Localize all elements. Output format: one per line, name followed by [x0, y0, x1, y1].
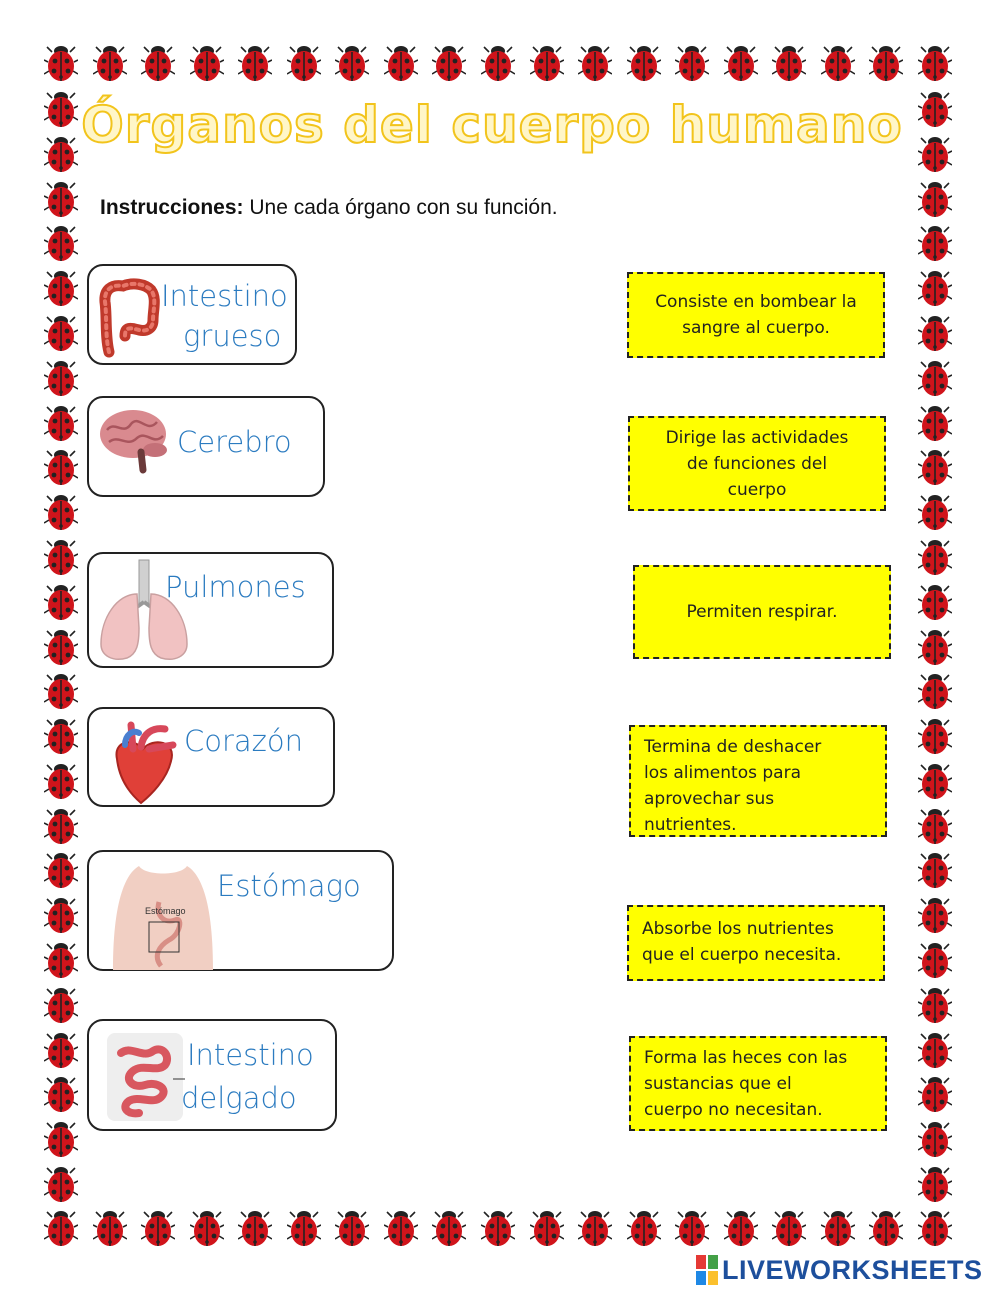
ladybug-icon	[44, 1207, 78, 1247]
ladybug-icon	[918, 626, 952, 666]
organ-card-intestino-delgado[interactable]	[87, 1019, 337, 1131]
ladybug-icon	[44, 536, 78, 576]
ladybug-icon	[918, 805, 952, 845]
ladybug-icon	[335, 1207, 369, 1247]
function-text: Dirige las actividades	[665, 427, 849, 448]
function-text: que el cuerpo necesita.	[642, 945, 842, 965]
organ-label-line1: Pulmones	[165, 570, 306, 604]
stomach-icon	[109, 862, 217, 970]
ladybug-icon	[918, 491, 952, 531]
ladybug-icon	[918, 894, 952, 934]
page-title: Órganos del cuerpo humano	[81, 96, 903, 154]
ladybug-icon	[627, 1207, 661, 1247]
ladybug-icon	[918, 1207, 952, 1247]
ladybug-icon	[675, 42, 709, 82]
function-text: cuerpo no necesitan.	[644, 1100, 823, 1120]
function-text: Forma las heces con las	[644, 1048, 848, 1068]
ladybug-icon	[918, 1029, 952, 1069]
organ-label-line1: Cerebro	[177, 425, 292, 459]
organ-card-pulmones[interactable]	[87, 552, 334, 668]
ladybug-icon	[432, 1207, 466, 1247]
ladybug-icon	[918, 1073, 952, 1113]
ladybug-icon	[918, 984, 952, 1024]
ladybug-icon	[44, 805, 78, 845]
ladybug-icon	[44, 581, 78, 621]
function-box-4[interactable]	[629, 725, 887, 837]
ladybug-icon	[918, 222, 952, 262]
organ-card-estomago[interactable]	[87, 850, 394, 971]
ladybug-icon	[190, 1207, 224, 1247]
brand-name: LIVEWORKSHEETS	[722, 1254, 983, 1285]
ladybug-icon	[44, 402, 78, 442]
ladybug-icon	[44, 312, 78, 352]
ladybug-icon	[918, 88, 952, 128]
function-text: los alimentos para	[644, 763, 801, 783]
function-text: sustancias que el	[644, 1074, 792, 1094]
ladybug-icon	[44, 1073, 78, 1113]
function-box-5[interactable]	[627, 905, 885, 981]
ladybug-icon	[918, 133, 952, 173]
ladybug-icon	[44, 222, 78, 262]
ladybug-icon	[627, 42, 661, 82]
ladybug-icon	[44, 267, 78, 307]
ladybug-icon	[918, 42, 952, 82]
ladybug-icon	[44, 1118, 78, 1158]
organ-label-line1: Estómago	[217, 869, 361, 903]
instructions	[100, 196, 558, 220]
ladybug-icon	[481, 42, 515, 82]
ladybug-icon	[44, 626, 78, 666]
function-text: cuerpo	[727, 479, 787, 500]
organ-card-corazon[interactable]	[87, 707, 335, 807]
ladybug-icon	[918, 178, 952, 218]
ladybug-icon	[869, 1207, 903, 1247]
instructions-text: Une cada órgano con su función.	[243, 196, 558, 219]
ladybug-icon	[44, 491, 78, 531]
ladybug-icon	[287, 1207, 321, 1247]
function-text: aprovechar sus	[644, 789, 775, 809]
ladybug-icon	[44, 1163, 78, 1203]
function-box-1[interactable]	[627, 272, 885, 358]
ladybug-icon	[724, 1207, 758, 1247]
ladybug-icon	[335, 42, 369, 82]
function-box-3[interactable]	[633, 565, 891, 659]
ladybug-icon	[918, 849, 952, 889]
ladybug-icon	[918, 670, 952, 710]
organ-card-intestino-grueso[interactable]	[87, 264, 297, 365]
ladybug-icon	[821, 1207, 855, 1247]
ladybug-icon	[918, 312, 952, 352]
organ-label-line1: Intestino	[161, 279, 288, 313]
ladybug-icon	[918, 267, 952, 307]
ladybug-icon	[918, 1118, 952, 1158]
ladybug-icon	[141, 42, 175, 82]
ladybug-icon	[772, 42, 806, 82]
liveworksheets-logo[interactable]	[696, 1252, 983, 1288]
ladybug-icon	[918, 446, 952, 486]
ladybug-icon	[44, 357, 78, 397]
ladybug-icon	[44, 670, 78, 710]
ladybug-icon	[93, 42, 127, 82]
function-text: Consiste en bombear la	[655, 292, 857, 312]
organ-label-line2: grueso	[183, 319, 282, 353]
stomach-image-caption: Estómago	[145, 906, 186, 916]
organ-label-line2: delgado	[181, 1081, 297, 1115]
organ-label-line1: Intestino	[187, 1038, 314, 1072]
function-text: Permiten respirar.	[686, 602, 838, 622]
small-intestine-icon	[103, 1029, 187, 1125]
ladybug-icon	[918, 760, 952, 800]
ladybug-icon	[44, 939, 78, 979]
ladybug-icon	[918, 1163, 952, 1203]
ladybug-icon	[432, 42, 466, 82]
function-text: Termina de deshacer	[644, 737, 822, 757]
ladybug-icon	[44, 446, 78, 486]
ladybug-icon	[918, 357, 952, 397]
ladybug-icon	[44, 178, 78, 218]
function-text: sangre al cuerpo.	[682, 318, 830, 338]
ladybug-icon	[675, 1207, 709, 1247]
ladybug-icon	[918, 939, 952, 979]
liveworksheets-mark-icon	[696, 1255, 718, 1285]
ladybug-icon	[141, 1207, 175, 1247]
large-intestine-icon	[95, 276, 161, 358]
ladybug-icon	[238, 1207, 272, 1247]
heart-icon	[103, 719, 183, 805]
ladybug-icon	[190, 42, 224, 82]
ladybug-icon	[578, 1207, 612, 1247]
instructions-label: Instrucciones:	[100, 196, 244, 219]
function-text: Absorbe los nutrientes	[642, 919, 834, 939]
ladybug-icon	[44, 894, 78, 934]
ladybug-icon	[384, 1207, 418, 1247]
ladybug-icon	[481, 1207, 515, 1247]
organ-label-line1: Corazón	[184, 724, 304, 758]
brain-icon	[97, 406, 171, 476]
ladybug-icon	[530, 1207, 564, 1247]
function-box-2[interactable]	[628, 416, 886, 511]
ladybug-icon	[530, 42, 564, 82]
ladybug-icon	[44, 715, 78, 755]
ladybug-icon	[918, 581, 952, 621]
ladybug-icon	[918, 402, 952, 442]
ladybug-icon	[287, 42, 321, 82]
ladybug-icon	[578, 42, 612, 82]
ladybug-icon	[772, 1207, 806, 1247]
ladybug-icon	[724, 42, 758, 82]
ladybug-icon	[93, 1207, 127, 1247]
ladybug-icon	[869, 42, 903, 82]
function-box-6[interactable]	[629, 1036, 887, 1131]
ladybug-icon	[44, 760, 78, 800]
ladybug-icon	[44, 849, 78, 889]
organ-card-cerebro[interactable]	[87, 396, 325, 497]
ladybug-icon	[918, 715, 952, 755]
function-text: de funciones del	[686, 453, 828, 474]
ladybug-icon	[384, 42, 418, 82]
ladybug-icon	[44, 984, 78, 1024]
ladybug-icon	[44, 1029, 78, 1069]
ladybug-icon	[44, 42, 78, 82]
ladybug-icon	[821, 42, 855, 82]
ladybug-icon	[238, 42, 272, 82]
ladybug-icon	[918, 536, 952, 576]
function-text: nutrientes.	[644, 815, 737, 835]
